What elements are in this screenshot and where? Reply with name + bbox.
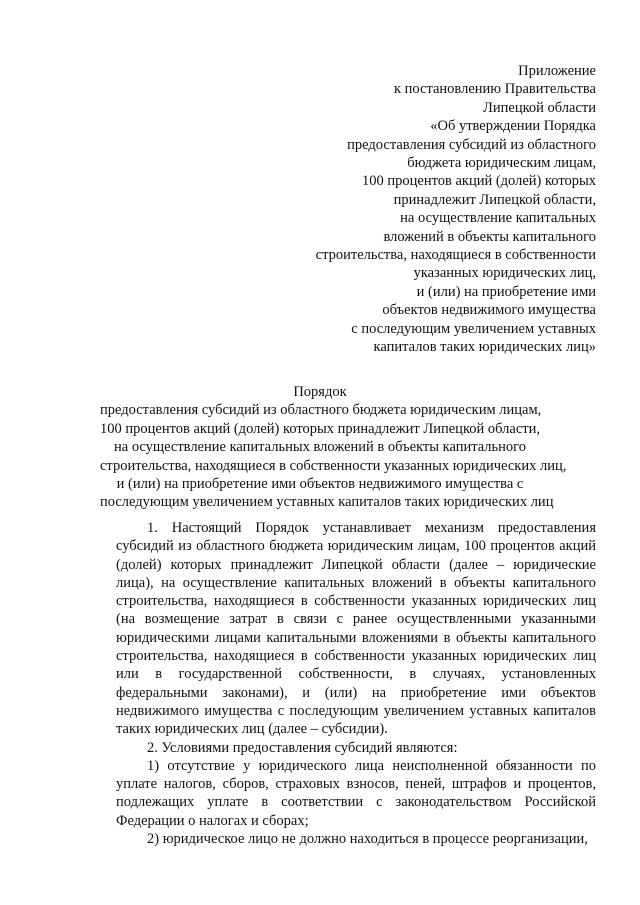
body-paragraph: 1) отсутствие у юридического лица неисполненной обязанности по уплате налогов, сборов, страховых взносов, пеней, штрафов и процентов, подлежащих уплате в соответствии с законодательством Российской Федерации о налогах и сборах; — [116, 757, 596, 829]
body-paragraph: 2. Условиями предоставления субсидий являются: — [147, 739, 458, 756]
title-line: и (или) на приобретение ими объектов недвижимого имущества с — [116, 476, 524, 493]
header-line: Липецкой области — [483, 99, 596, 116]
header-line: и (или) на приобретение ими — [416, 283, 596, 300]
header-line: вложений в объекты капитального — [383, 228, 596, 245]
title-line: 100 процентов акций (долей) которых принадлежит Липецкой области, — [100, 420, 540, 437]
appendix-header — [276, 62, 596, 357]
title-line: на осуществление капитальных вложений в объекты капитального — [114, 439, 526, 456]
title-line: строительства, находящиеся в собственности указанных юридических лиц, — [100, 457, 567, 474]
header-line: с последующим увеличением уставных — [351, 320, 596, 337]
header-line: принадлежит Липецкой области, — [393, 191, 596, 208]
header-line: строительства, находящиеся в собственности — [315, 247, 596, 264]
header-line: капиталов таких юридических лиц» — [373, 339, 596, 356]
header-line: 100 процентов акций (долей) которых — [362, 173, 596, 190]
document-body — [116, 519, 596, 848]
document-title — [100, 383, 567, 512]
title-line: последующим увеличением уставных капиталов таких юридических лиц — [100, 494, 554, 511]
header-line: к постановлению Правительства — [394, 81, 596, 98]
header-line: указанных юридических лиц, — [413, 265, 596, 282]
body-paragraph: 1. Настоящий Порядок устанавливает механизм предоставления субсидий из областного бюджета юридическим лицам, 100 процентов акций (долей) которых принадлежит Липецкой области (далее – юридические лица), на осуществление капитальных вложений в объекты капитального строительства, находящиеся в собственности указанных юридических лиц (на возмещение затрат в связи с ранее осуществленными указанными юридическими лицами капитальными вложениями в объекты капитального строительства, находящиеся в собственности указанных юридических лиц или в государственной собственности, в случаях, установленных федеральными законами), и (или) на приобретение ими объектов недвижимого имущества с последующим увеличением уставных капиталов таких юридических лиц (далее – субсидии). — [116, 520, 596, 738]
header-line: Приложение — [518, 63, 596, 79]
header-line: объектов недвижимого имущества — [382, 302, 596, 319]
header-line: предоставления субсидий из областного — [347, 136, 596, 153]
header-line: «Об утверждении Порядка — [430, 118, 596, 135]
header-line: бюджета юридическим лицам, — [407, 155, 596, 172]
header-line: на осуществление капитальных — [400, 210, 596, 227]
title-heading: Порядок — [293, 384, 347, 400]
title-line: предоставления субсидий из областного бюджета юридическим лицам, — [100, 402, 542, 419]
body-paragraph: 2) юридическое лицо не должно находиться в процессе реорганизации, — [147, 831, 588, 848]
